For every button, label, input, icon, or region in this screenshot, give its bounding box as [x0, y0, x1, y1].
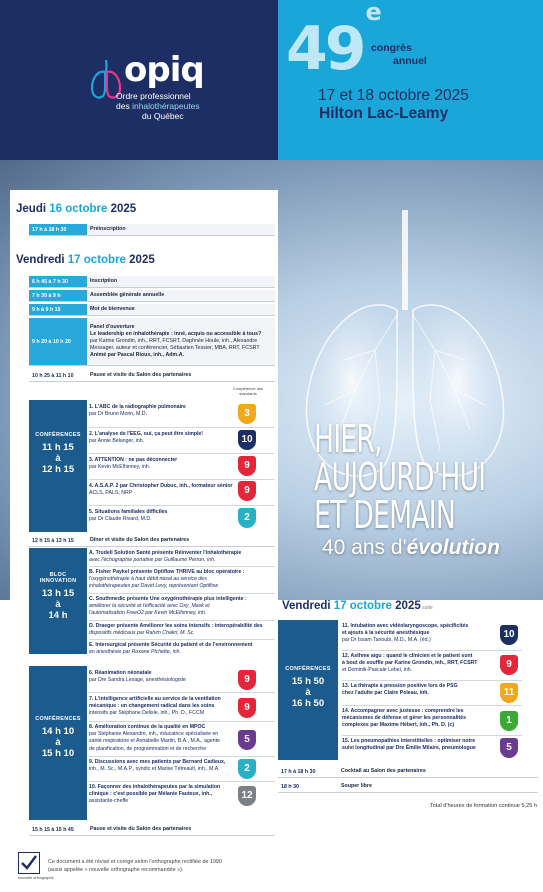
session-11: 11. Intubation avec vidéolaryngoscope, spécificités et ajouts à la sécurité anesthésique par Dr Issam Tanoubi, M.D., M.A. (éd.)	[342, 623, 469, 644]
divider	[89, 620, 275, 621]
session-14: 14. Accompagner avec justesse : comprendre les mécanismes de défense et gérer les personnalités complexes par Maxime Hébert, inh., Ph. D. (c)	[342, 708, 466, 729]
friday-row-pause2: 15 h 15 à 15 h 45 Pause et visite du Salon des partenaires	[29, 824, 275, 836]
session-15: 15. Les pneumopathies interstitielles : optimiser notre suivi longitudinal par Dre Émilie Milaire, pneumologue	[342, 738, 476, 752]
competence-badge-9: 9	[238, 670, 256, 690]
competence-badge-5: 5	[500, 738, 518, 758]
session-4: 4. A.S.A.P. 2 par Christopher Dubuc, inh., formateur sénior ACLS, PALS, NRP	[89, 483, 233, 497]
program-continuation-panel	[276, 600, 543, 842]
block2-time-label: BLOC INNOVATION 13 h 15 à 14 h	[29, 548, 87, 654]
competence-badge-1: 1	[500, 711, 518, 731]
competence-badge-10: 10	[500, 625, 518, 645]
divider	[342, 680, 522, 681]
session-3: 3. ATTENTION : ne pas déconnecter par Kevin McElhinney, inh.	[89, 457, 178, 471]
block1-time-label: CONFÉRENCES 11 h 15 à 12 h 15	[29, 400, 87, 532]
divider	[89, 692, 275, 693]
divider	[89, 427, 275, 428]
hero-subtitle: 40 ans d'évolution	[322, 536, 500, 559]
logo-wordmark: opiq	[124, 50, 204, 90]
divider	[89, 453, 275, 454]
friday-row-souper: 18 h 30 Souper libre	[278, 781, 538, 793]
session-10: 10. Façonner des inhalothérapeutes par la simulation clinique : c'est possible par Mélanie Fauteux, inh., assistante-cheffe	[89, 784, 221, 805]
friday-title: Vendredi 17 octobre 2025	[16, 254, 155, 266]
divider	[89, 566, 275, 567]
opiq-logo	[88, 50, 238, 150]
divider	[342, 705, 522, 706]
session-6: 6. Réanimation néonatale par Dre Sandra Lesage, anesthésiologiste	[89, 670, 186, 684]
competence-badge-9: 9	[238, 481, 256, 501]
divider	[342, 650, 522, 651]
block3-time-label: CONFÉRENCES 14 h 10 à 15 h 10	[29, 666, 87, 820]
divider	[89, 639, 275, 640]
divider	[89, 479, 275, 480]
orthography-badge-label: nouvelle orthographe	[18, 876, 54, 880]
friday-row-assemblee: 7 h 30 à 9 h Assemblée générale annuelle	[29, 290, 275, 302]
checkmark-icon	[18, 852, 40, 874]
friday-row-bienvenue: 9 h à 9 h 15 Mot de bienvenue	[29, 304, 275, 316]
congres-label: congrès	[371, 42, 412, 54]
session-1: 1. L'ABC de la radiographie pulmonaire par Dr Bruno Morin, M.D.	[89, 404, 186, 418]
program-panel	[10, 190, 278, 842]
competence-badge-9: 9	[500, 655, 518, 675]
innovation-D: D. Draeger présente Améliorer les soins intensifs : interopérabilité des dispositifs médicaux par Rahim Chakri, M. Sc.	[89, 623, 263, 637]
thursday-row-preinscription: 17 h à 18 h 30 Préinscription	[29, 224, 275, 236]
org-name-line1: Ordre professionnel	[116, 91, 191, 101]
session-5: 5. Situations familiales difficiles par Dr Claude Rivard, M.D.	[89, 509, 168, 523]
competence-badge-12: 12	[238, 786, 256, 806]
friday-row-cocktail: 17 h à 18 h 30 Cocktail au Salon des partenaires	[278, 766, 538, 778]
block4-time-label: CONFÉRENCES 15 h 50 à 16 h 50	[278, 620, 338, 760]
session-2: 2. L'analyse de l'EEG, oui, ça peut être simple! par Annie Bélanger, inh.	[89, 431, 204, 445]
competence-badge-11: 11	[500, 683, 518, 703]
competence-badge-3: 3	[238, 404, 256, 424]
friday-row-diner: 12 h 15 à 13 h 15 Dîner et visite du Salon des partenaires	[29, 535, 275, 547]
competence-badge-9: 9	[238, 456, 256, 476]
friday-row-pause1: 10 h 25 à 11 h 10 Pause et visite du Salon des partenaires	[29, 370, 275, 382]
friday-row-panel-ouverture: 9 h 20 à 10 h 20 Panel d'ouverture Le leadership en inhalothérapie : inné, acquis ou accessible à tous? par Karine Grondin, inh., RRT, FCSRT, Daphnée Houle, inh., Alexandre Messager, auteur et conférencier, Sébastien Tessier, MBA, RRT, FCSRT Animé par Pascal Rioux, inh., Adm.A.	[29, 318, 275, 366]
event-dates: 17 et 18 octobre 2025	[318, 87, 469, 104]
innovation-B: B. Fisher Paykel présente Optiflow THRIVE au bloc opératoire : l'oxygénothérapie à haut débit nasal au service des inhalothérapeutes par David Levy, représentant Optiflow	[89, 569, 245, 590]
org-name-line2: des inhalothérapeutes	[116, 101, 200, 111]
innovation-E: E. Intersurgical présente Sécurité du patient et de l'environnement en anesthésie par Roxane Pichette, inh.	[89, 642, 253, 656]
divider	[89, 781, 275, 782]
competence-badge-2: 2	[238, 508, 256, 528]
divider	[89, 756, 275, 757]
divider	[89, 593, 275, 594]
org-name-line3: du Québec	[142, 111, 184, 121]
friday-row-inscription: 6 h 45 à 7 h 30 Inscription	[29, 276, 275, 288]
session-12: 12. Asthme aigu : quand le clinicien et le patient sont à bout de souffle par Karine Grondin, inh., RRT, FCSRT et Dominik-Pascale Lebel, inh.	[342, 653, 478, 674]
session-9: 9. Discussions avec mes patients par Bernard Cadieux, inh., M. Sc., M.A.P., syndic et Marise Tétreault, inh., M.A.	[89, 759, 226, 773]
session-7: 7. L'intelligence artificielle au service de la ventilation mécanique : un changement radical dans les soins intensifs par Stéphane Delisle, inh., Ph. D., FCCM	[89, 696, 221, 717]
friday-cont-title: Vendredi 17 octobre 2025 suite	[282, 600, 433, 612]
competence-badge-2: 2	[238, 759, 256, 779]
competence-note: Compétence des standards	[232, 386, 264, 396]
edition-number: 49e	[286, 0, 379, 84]
innovation-C: C. Southmedic présente Une oxygénothérapie plus intelligente : améliorer la sécurité et l'efficacité avec Oxy_Mask et l'automatisation FreeO2 par Kevin McElhinney, inh.	[89, 596, 247, 617]
competence-badge-9: 9	[238, 698, 256, 718]
divider	[89, 721, 275, 722]
divider	[342, 735, 522, 736]
session-8: 8. Amélioration continue de la qualité en MPOC par Stéphanie Alexandre, inh., éducatrice spécialisée en santé respiratoire et Annabelle Martin, B.A., M.A., agente de planification, de programmation et de recherche	[89, 724, 220, 752]
orthography-note: Ce document a été révisé et corrigé selon l'orthographe rectifiée de 1990 (aussi appelée « nouvelle orthographe recommandée »).	[48, 859, 222, 874]
annuel-label: annuel	[393, 55, 427, 67]
session-13: 13. La thérapie à pression positive lors de PSG chez l'adulte par Claire Poleau, inh.	[342, 683, 458, 697]
total-hours: Total d'heures de formation continue 5,25 h	[429, 803, 537, 809]
event-venue: Hilton Lac-Leamy	[319, 105, 449, 122]
competence-badge-5: 5	[238, 730, 256, 750]
competence-badge-10: 10	[238, 430, 256, 450]
thursday-title: Jeudi 16 octobre 2025	[16, 203, 137, 215]
divider	[89, 505, 275, 506]
innovation-A: A. Trudell Solution Santé présente Réinventer l'inhalothérapie avec l'échographie portative par Guillaume Perron, inh.	[89, 550, 242, 564]
hero-headline: HIER, AUJOURD'HUI ET DEMAIN	[314, 417, 486, 537]
